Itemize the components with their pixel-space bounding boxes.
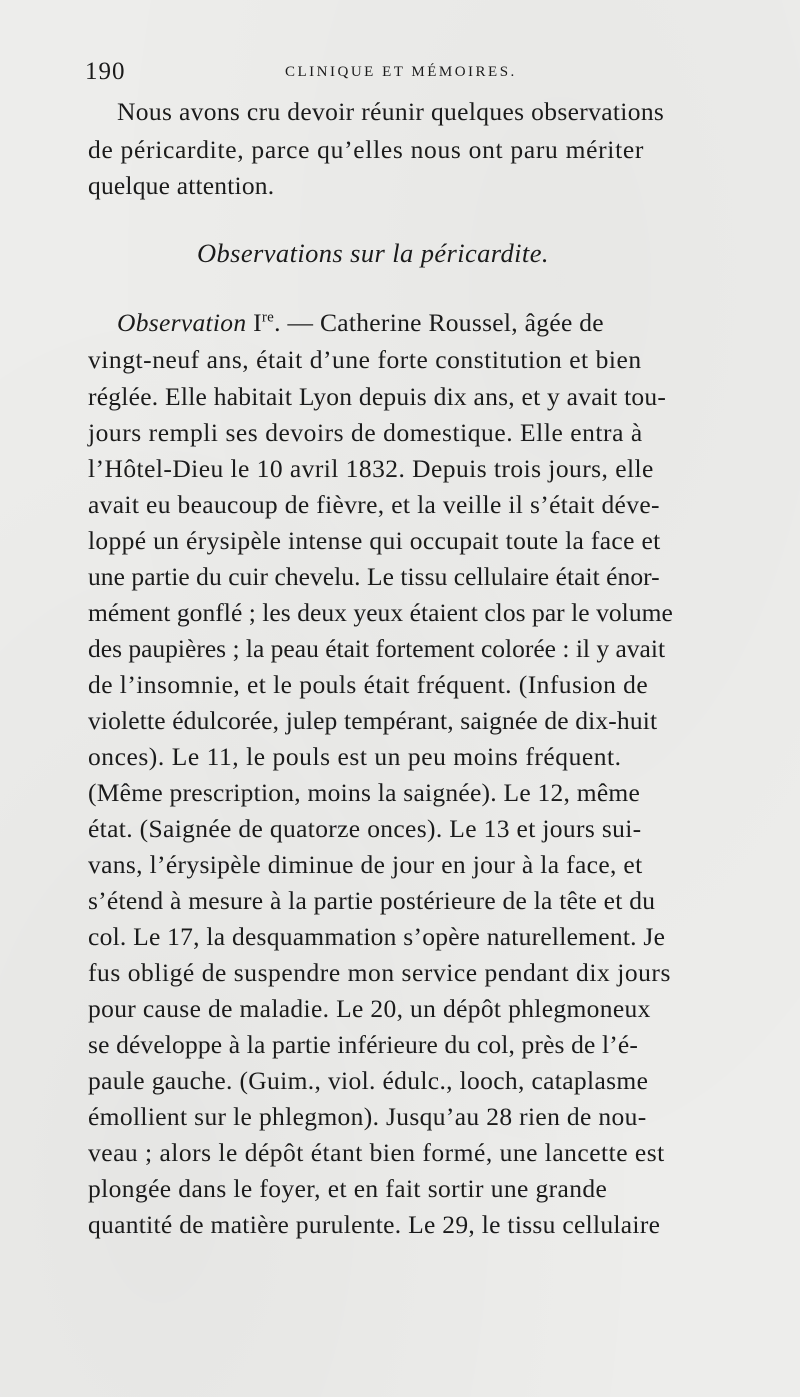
body-line: une partie du cuir chevelu. Le tissu cellulaire était énor- — [88, 562, 660, 591]
body-line: se développe à la partie inférieure du col, près de l’é- — [88, 1030, 639, 1059]
body-line: vans, l’érysipèle diminue de jour en jour à la face, et — [88, 850, 643, 879]
body-line: fus obligé de suspendre mon service pendant dix jours — [88, 958, 671, 987]
body-line: plongée dans le foyer, et en fait sortir une grande — [88, 1174, 608, 1203]
intro-line: de péricardite, parce qu’elles nous ont paru mériter — [88, 135, 645, 164]
page-number: 190 — [85, 58, 126, 85]
body-line: quantité de matière purulente. Le 29, le tissu cellulaire — [88, 1210, 661, 1239]
intro-line: quelque attention. — [88, 171, 275, 200]
body-line: paule gauche. (Guim., viol. édulc., looch, cataplasme — [88, 1066, 649, 1095]
body-line: mément gonflé ; les deux yeux étaient clos par le volume — [88, 598, 673, 627]
body-line: l’Hôtel-Dieu le 10 avril 1832. Depuis trois jours, elle — [88, 454, 654, 483]
body-line: col. Le 17, la desquammation s’opère naturellement. Je — [88, 922, 666, 951]
body-line: état. (Saignée de quatorze onces). Le 13 et jours sui- — [88, 814, 642, 843]
body-line: (Même prescription, moins la saignée). Le 12, même — [88, 778, 641, 807]
running-title: CLINIQUE ET MÉMOIRES. — [285, 64, 517, 80]
body-line: vingt-neuf ans, était d’une forte constitution et bien — [88, 345, 642, 374]
observation-label: Observation — [117, 308, 247, 337]
body-line: émollient sur le phlegmon). Jusqu’au 28 rien de nou- — [88, 1102, 647, 1131]
intro-line: Nous avons cru devoir réunir quelques observations — [117, 97, 665, 126]
body-line: onces). Le 11, le pouls est un peu moins fréquent. — [88, 742, 622, 771]
section-heading: Observations sur la péricardite. — [197, 238, 549, 268]
observation-number-suffix: re — [261, 309, 275, 326]
body-line: loppé un érysipèle intense qui occupait toute la face et — [88, 526, 661, 555]
observation-number: I — [253, 308, 262, 337]
body-line: jours rempli ses devoirs de domestique. Elle entra à — [88, 418, 643, 447]
running-head — [85, 58, 755, 94]
observation-first-line-text: . — Catherine Roussel, âgée de — [274, 308, 604, 337]
body-line: réglée. Elle habitait Lyon depuis dix ans, et y avait tou- — [88, 382, 667, 411]
body-line: pour cause de maladie. Le 20, un dépôt phlegmoneux — [88, 994, 651, 1023]
body-line: s’étend à mesure à la partie postérieure de la tête et du — [88, 886, 656, 915]
body-line: de l’insomnie, et le pouls était fréquent. (Infusion de — [88, 670, 649, 699]
body-line: violette édulcorée, julep tempérant, saignée de dix-huit — [88, 706, 658, 735]
observation-first-line — [117, 308, 604, 338]
body-line: des paupières ; la peau était fortement colorée : il y avait — [88, 634, 666, 663]
body-line: veau ; alors le dépôt étant bien formé, une lancette est — [88, 1138, 665, 1167]
body-line: avait eu beaucoup de fièvre, et la veille il s’était déve- — [88, 490, 660, 519]
